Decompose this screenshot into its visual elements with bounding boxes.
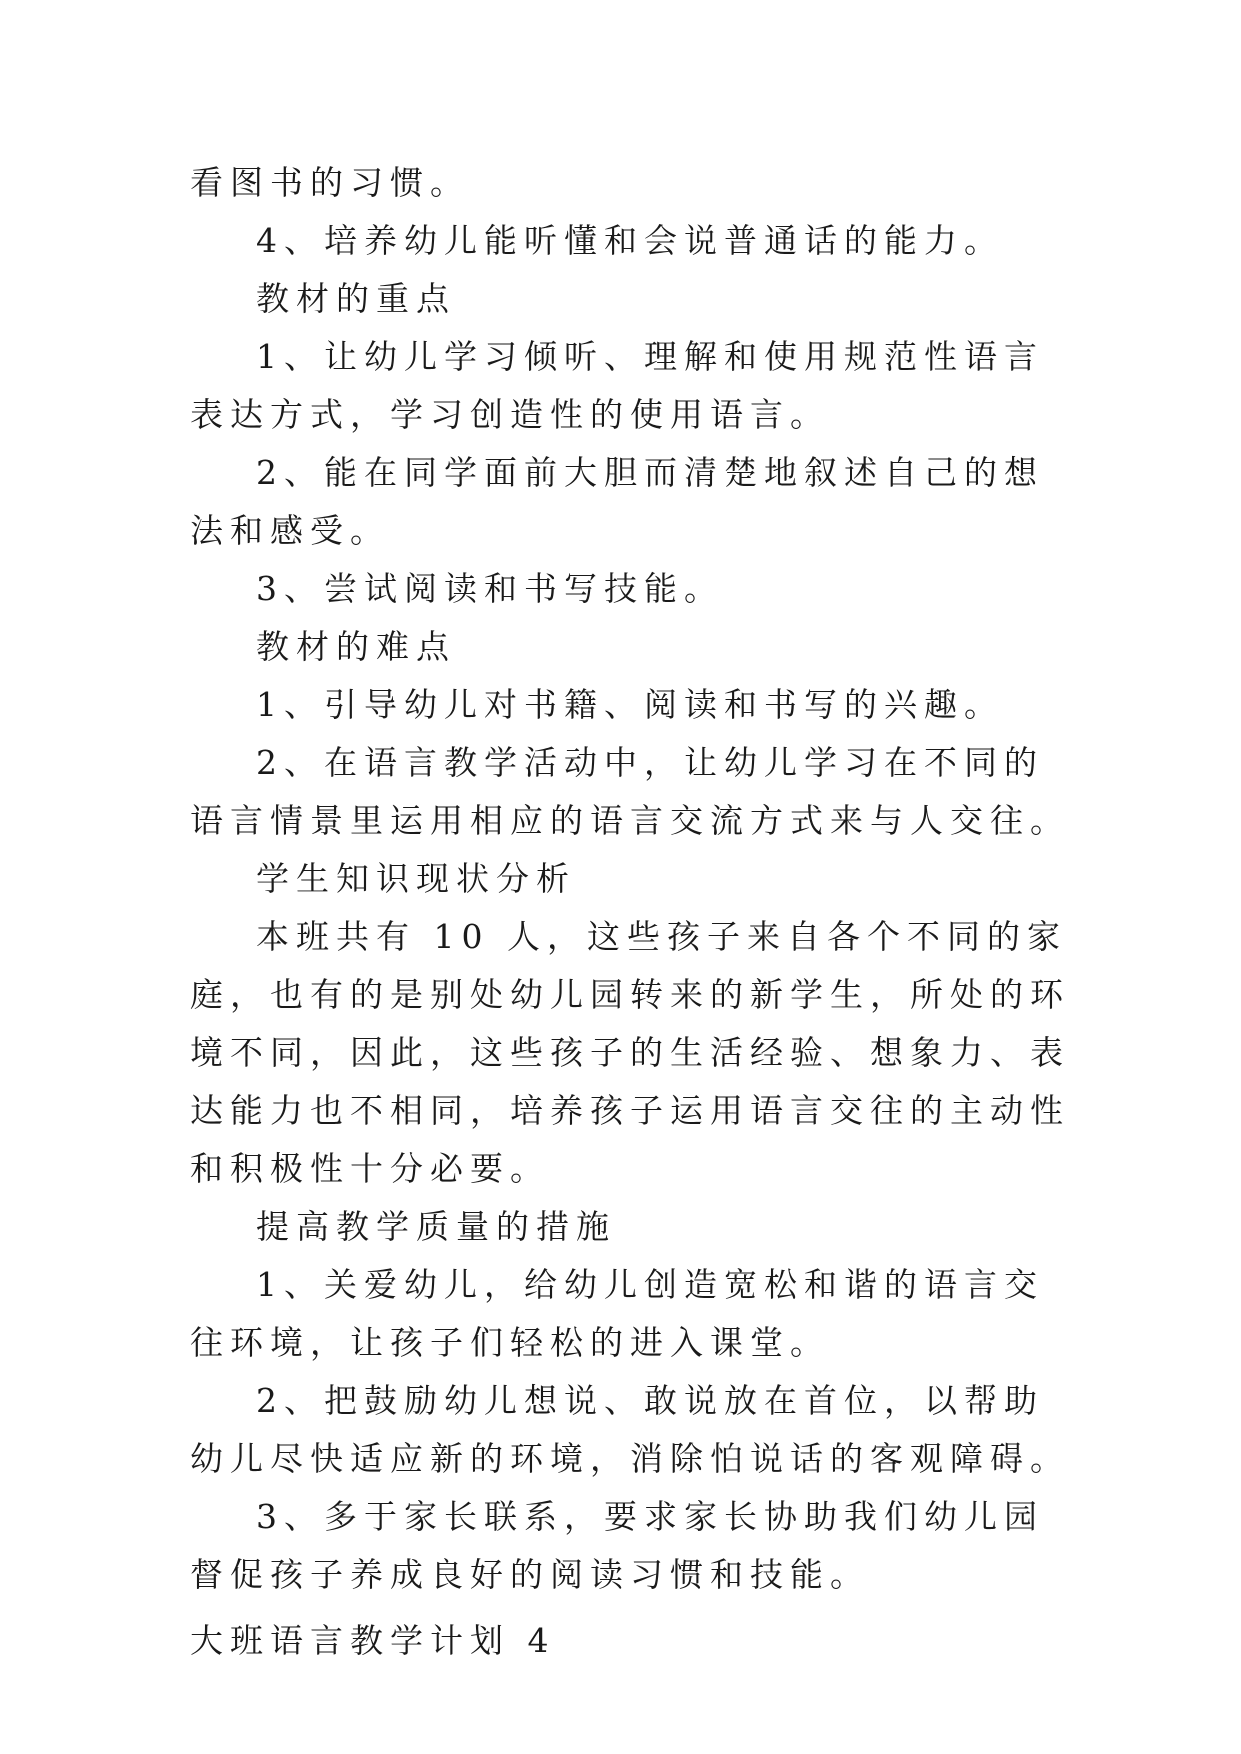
subheading-key-points: 教材的重点 <box>256 279 456 318</box>
paragraph-key-point-3: 3、尝试阅读和书写技能。 <box>256 569 724 608</box>
paragraph-measure-3: 3、多于家长联系，要求家长协助我们幼儿园督促孩子养成良好的阅读习惯和技能。 <box>190 1497 1044 1594</box>
subheading-measures: 提高教学质量的措施 <box>256 1207 616 1246</box>
paragraph-continuation: 看图书的习惯。 <box>190 163 470 202</box>
paragraph-key-point-2: 2、能在同学面前大胆而清楚地叙述自己的想法和感受。 <box>190 453 1044 550</box>
section-heading: 大班语言教学计划 4 <box>190 1621 556 1660</box>
paragraph-measure-1: 1、关爱幼儿，给幼儿创造宽松和谐的语言交往环境，让孩子们轻松的进入课堂。 <box>190 1265 1044 1362</box>
paragraph-student-analysis: 本班共有 10 人，这些孩子来自各个不同的家庭，也有的是别处幼儿园转来的新学生，所处的环境不同，因此，这些孩子的生活经验、想象力、表达能力也不相同，培养孩子运用语言交往的主动性和积极性十分必要。 <box>190 917 1070 1188</box>
subheading-difficulties: 教材的难点 <box>256 627 456 666</box>
paragraph-difficulty-1: 1、引导幼儿对书籍、阅读和书写的兴趣。 <box>256 685 1004 724</box>
subheading-student-analysis: 学生知识现状分析 <box>256 859 576 898</box>
paragraph-difficulty-2: 2、在语言教学活动中，让幼儿学习在不同的语言情景里运用相应的语言交流方式来与人交往。 <box>190 743 1070 840</box>
paragraph-key-point-1: 1、让幼儿学习倾听、理解和使用规范性语言表达方式，学习创造性的使用语言。 <box>190 337 1044 434</box>
paragraph-measure-2: 2、把鼓励幼儿想说、敢说放在首位，以帮助幼儿尽快适应新的环境，消除怕说话的客观障碍。 <box>190 1381 1070 1478</box>
document-body <box>190 154 1070 1670</box>
paragraph-goal-4: 4、培养幼儿能听懂和会说普通话的能力。 <box>256 221 1004 260</box>
